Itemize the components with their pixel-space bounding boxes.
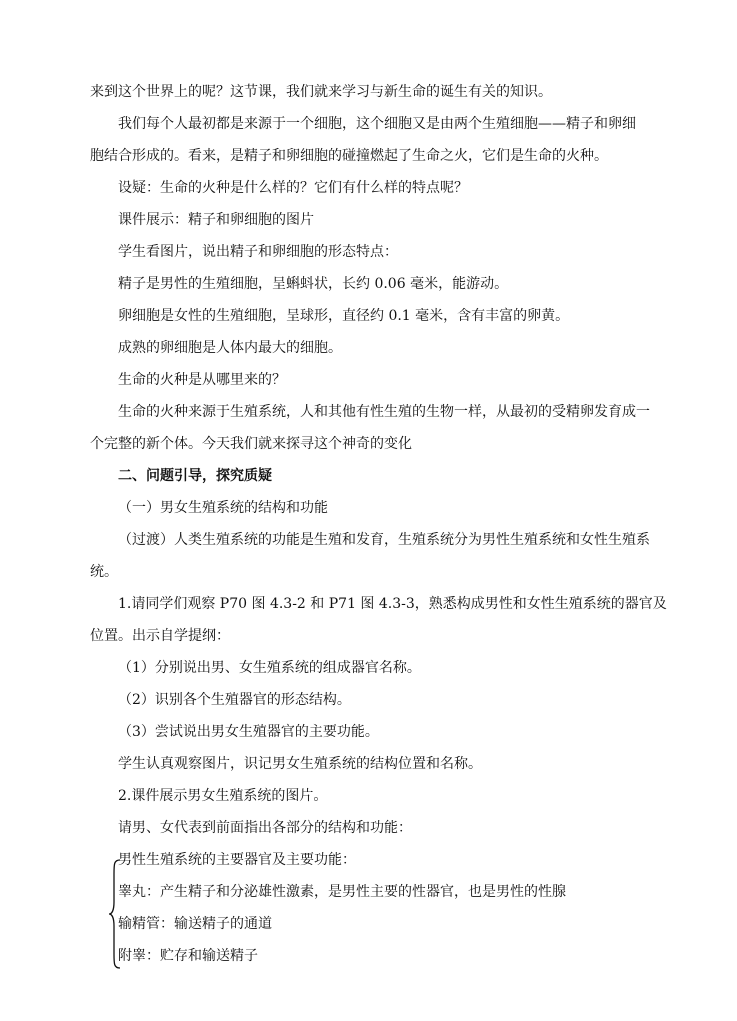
outline-item: （2）识别各个生殖器官的形态结构。 [118, 692, 351, 708]
text-line: 生命的火种是从哪里来的？ [118, 372, 286, 388]
text-line: 学生认真观察图片，识记男女生殖系统的结构位置和名称。 [118, 756, 482, 772]
text-line: 位置。出示自学提纲： [90, 628, 230, 644]
outline-item: （3）尝试说出男女生殖器官的主要功能。 [118, 724, 379, 740]
text-line: 统。 [90, 564, 118, 580]
text-line: 男性生殖系统的主要器官及主要功能： [118, 852, 356, 868]
text-line: 学生看图片，说出精子和卵细胞的形态特点： [118, 244, 398, 260]
text-line: 成熟的卵细胞是人体内最大的细胞。 [118, 340, 342, 356]
text-line: 生命的火种来源于生殖系统，人和其他有性生殖的生物一样，从最初的受精卵发育成一 [118, 404, 650, 420]
text-line: 精子是男性的生殖细胞，呈蝌蚪状，长约 0.06 毫米，能游动。 [118, 276, 509, 292]
section-heading: 二、问题引导，探究质疑 [118, 468, 272, 484]
organ-function-item: 输精管：输送精子的通道 [118, 916, 272, 932]
outline-item: （1）分别说出男、女生殖系统的组成器官名称。 [118, 660, 421, 676]
organ-function-item: 附睾：贮存和输送精子 [118, 948, 258, 964]
text-line: 设疑：生命的火种是什么样的？它们有什么样的特点呢？ [118, 180, 468, 196]
text-line: 课件展示：精子和卵细胞的图片 [118, 212, 314, 228]
text-line: 胞结合形成的。看来，是精子和卵细胞的碰撞燃起了生命之火，它们是生命的火种。 [90, 148, 608, 164]
organ-function-item: 睾丸：产生精子和分泌雄性激素，是男性主要的性器官，也是男性的性腺 [118, 884, 566, 900]
text-line: 卵细胞是女性的生殖细胞，呈球形，直径约 0.1 毫米，含有丰富的卵黄。 [118, 308, 570, 324]
text-line: 个完整的新个体。今天我们就来探寻这个神奇的变化 [90, 436, 412, 452]
text-line: 我们每个人最初都是来源于一个细胞，这个细胞又是由两个生殖细胞——精子和卵细 [118, 116, 636, 132]
text-line: 请男、女代表到前面指出各部分的结构和功能： [118, 820, 412, 836]
text-line: 2.课件展示男女生殖系统的图片。 [118, 788, 328, 804]
text-line: 1.请同学们观察 P70 图 4.3-2 和 P71 图 4.3-3，熟悉构成男性和女性生殖系统的器官及 [118, 596, 667, 612]
subsection-heading: （一）男女生殖系统的结构和功能 [118, 500, 328, 516]
text-line: （过渡）人类生殖系统的功能是生殖和发育，生殖系统分为男性生殖系统和女性生殖系 [118, 532, 650, 548]
text-line: 来到这个世界上的呢？这节课，我们就来学习与新生命的诞生有关的知识。 [90, 84, 552, 100]
